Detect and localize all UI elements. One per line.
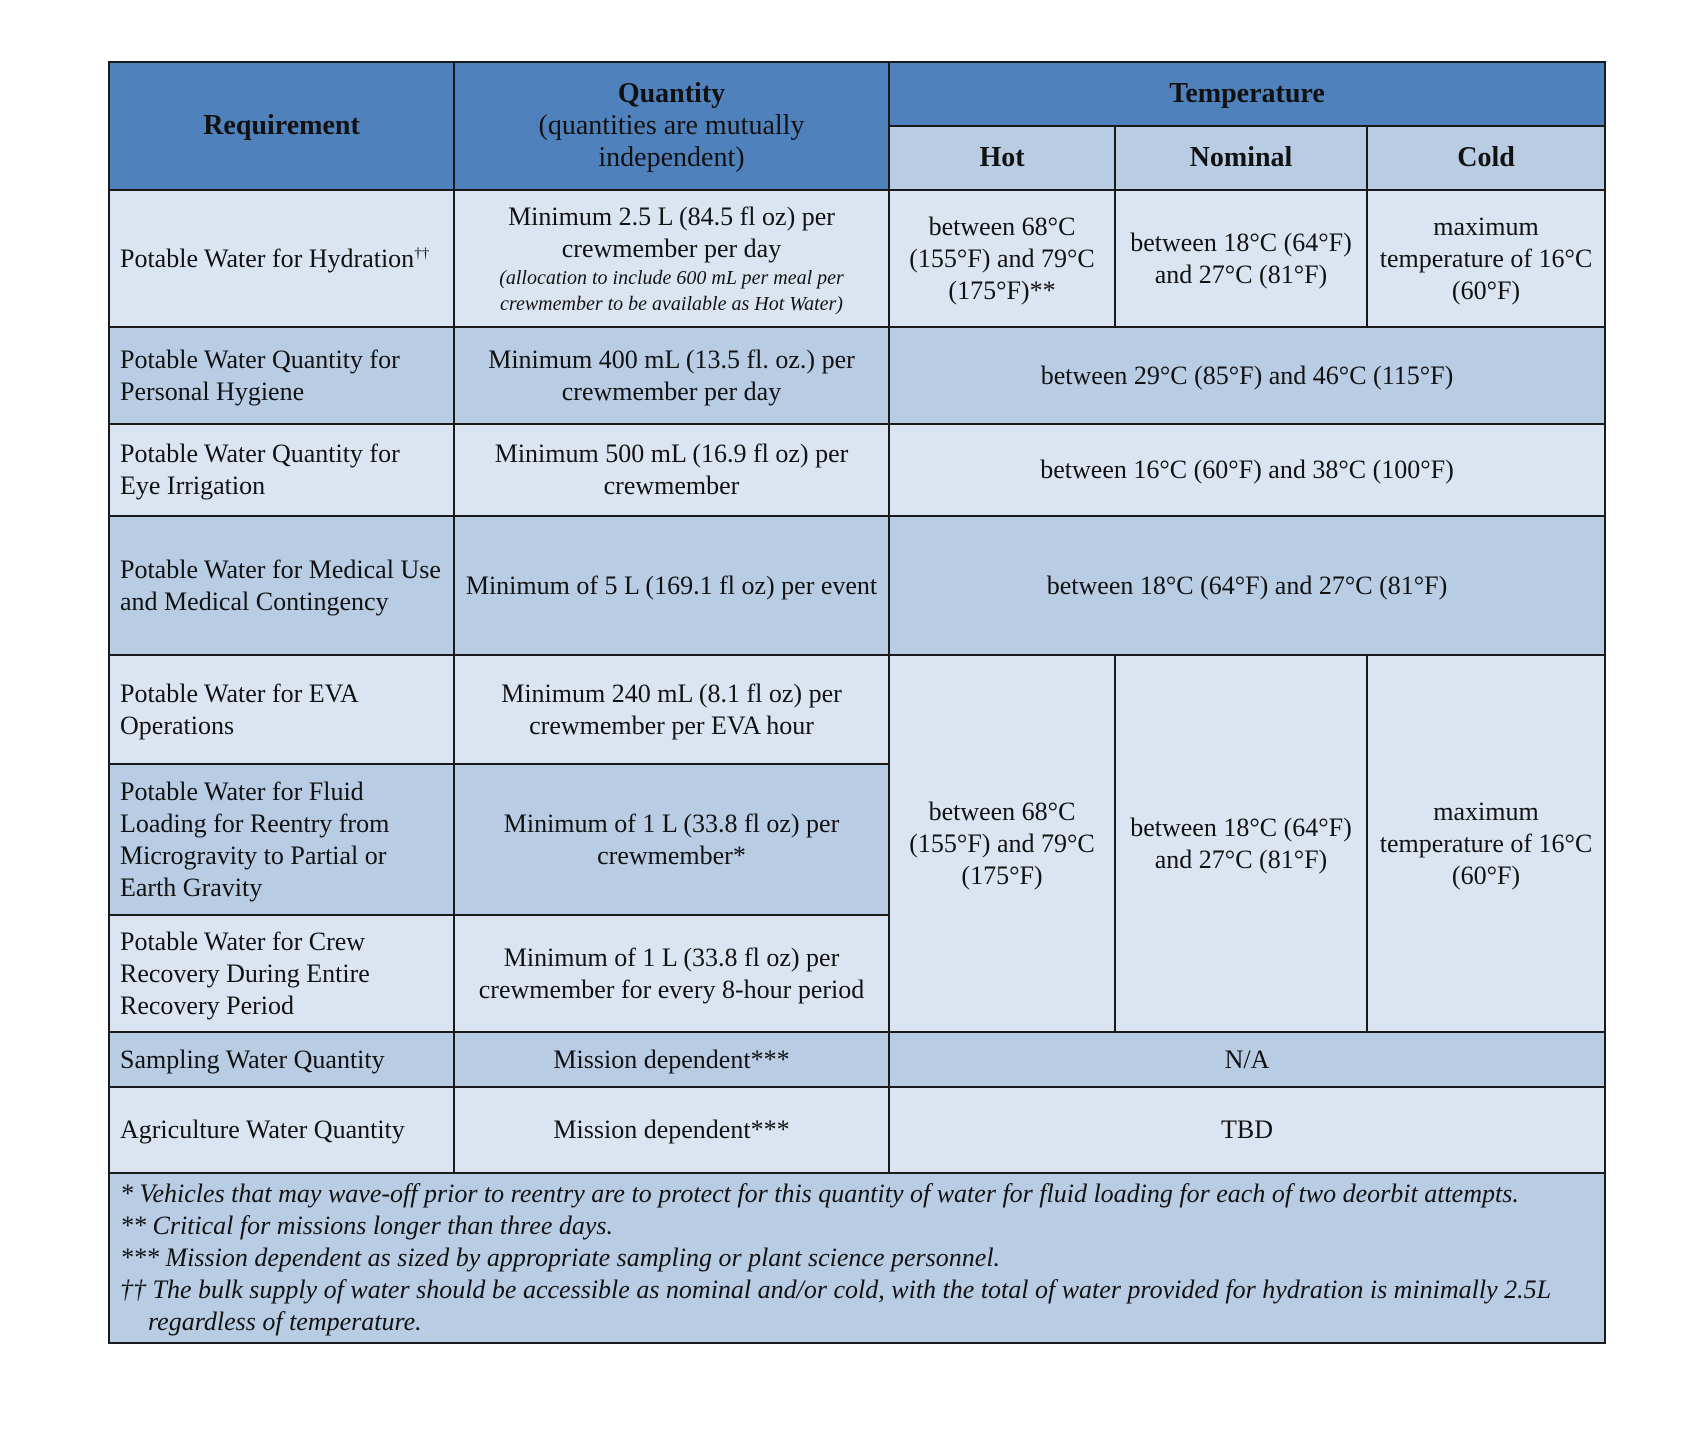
temperature-cell: TBD: [889, 1087, 1605, 1173]
requirement-cell: Potable Water Quantity for Personal Hygiene: [109, 327, 454, 424]
table-row-medical: [109, 516, 1605, 655]
cold-temperature-cell: maximum temperature of 16°C (60°F): [1367, 655, 1605, 1032]
quantity-cell: Minimum 400 mL (13.5 fl. oz.) per crewmember per day: [454, 327, 889, 424]
temperature-cell: N/A: [889, 1032, 1605, 1087]
footnote: ** Critical for missions longer than three days.: [120, 1211, 614, 1240]
footnote: * Vehicles that may wave-off prior to reentry are to protect for this quantity of water for fluid loading for each of two deorbit attempts.: [120, 1179, 1519, 1208]
header-temperature: Temperature: [889, 62, 1605, 126]
nominal-temperature-cell: between 18°C (64°F) and 27°C (81°F): [1115, 655, 1367, 1032]
hot-temperature-cell: between 68°C (155°F) and 79°C (175°F)**: [889, 190, 1115, 327]
table-row-eye-irrigation: [109, 424, 1605, 516]
water-requirements-table: [108, 61, 1606, 1344]
cold-temperature-cell: maximum temperature of 16°C (60°F): [1367, 190, 1605, 327]
quantity-cell: Minimum of 1 L (33.8 fl oz) per crewmember for every 8-hour period: [454, 915, 889, 1032]
table-row-hydration: [109, 190, 1605, 327]
requirement-cell: Potable Water for EVA Operations: [109, 655, 454, 764]
table-row-agriculture: [109, 1087, 1605, 1173]
quantity-cell: Mission dependent***: [454, 1087, 889, 1173]
quantity-cell: Minimum of 5 L (169.1 fl oz) per event: [454, 516, 889, 655]
table-row-footnotes: [109, 1173, 1605, 1343]
temperature-cell: between 29°C (85°F) and 46°C (115°F): [889, 327, 1605, 424]
footnote: *** Mission dependent as sized by appropriate sampling or plant science personnel.: [120, 1243, 1001, 1272]
quantity-cell: Minimum of 1 L (33.8 fl oz) per crewmember*: [454, 764, 889, 915]
header-quantity: [454, 62, 889, 190]
quantity-note: (allocation to include 600 mL per meal per crewmember to be available as Hot Water): [499, 266, 844, 315]
requirement-cell: Potable Water for Medical Use and Medical Contingency: [109, 516, 454, 655]
header-quantity-title: Quantity: [617, 78, 726, 109]
table-row-eva: [109, 655, 1605, 764]
requirement-cell: Agriculture Water Quantity: [109, 1087, 454, 1173]
header-nominal: Nominal: [1115, 126, 1367, 190]
requirement-cell: Potable Water for Fluid Loading for Reentry from Microgravity to Partial or Earth Gravity: [109, 764, 454, 915]
footnotes-cell: [109, 1173, 1605, 1343]
footnote-mark: ††: [414, 244, 430, 261]
quantity-cell: Minimum 240 mL (8.1 fl oz) per crewmember per EVA hour: [454, 655, 889, 764]
temperature-cell: between 18°C (64°F) and 27°C (81°F): [889, 516, 1605, 655]
table-row-hygiene: [109, 327, 1605, 424]
hot-temperature-cell: between 68°C (155°F) and 79°C (175°F): [889, 655, 1115, 1032]
requirement-cell: Potable Water Quantity for Eye Irrigation: [109, 424, 454, 516]
header-quantity-subtitle: (quantities are mutually independent): [538, 110, 805, 173]
quantity-cell: Minimum 2.5 L (84.5 fl oz) per crewmember per day (allocation to include 600 mL per meal per crewmember to be available as Hot Water): [454, 190, 889, 327]
header-requirement: Requirement: [109, 62, 454, 190]
nominal-temperature-cell: between 18°C (64°F) and 27°C (81°F): [1115, 190, 1367, 327]
requirement-cell: Sampling Water Quantity: [109, 1032, 454, 1087]
header-hot: Hot: [889, 126, 1115, 190]
requirement-cell: Potable Water for Crew Recovery During Entire Recovery Period: [109, 915, 454, 1032]
quantity-cell: Minimum 500 mL (16.9 fl oz) per crewmember: [454, 424, 889, 516]
temperature-cell: between 16°C (60°F) and 38°C (100°F): [889, 424, 1605, 516]
footnote: †† The bulk supply of water should be accessible as nominal and/or cold, with the total of water provided for hydration is minimally 2.5L regardless of temperature.: [120, 1275, 1551, 1336]
quantity-cell: Mission dependent***: [454, 1032, 889, 1087]
requirement-cell: Potable Water for Hydration††: [109, 190, 454, 327]
table-row-sampling: [109, 1032, 1605, 1087]
header-cold: Cold: [1367, 126, 1605, 190]
